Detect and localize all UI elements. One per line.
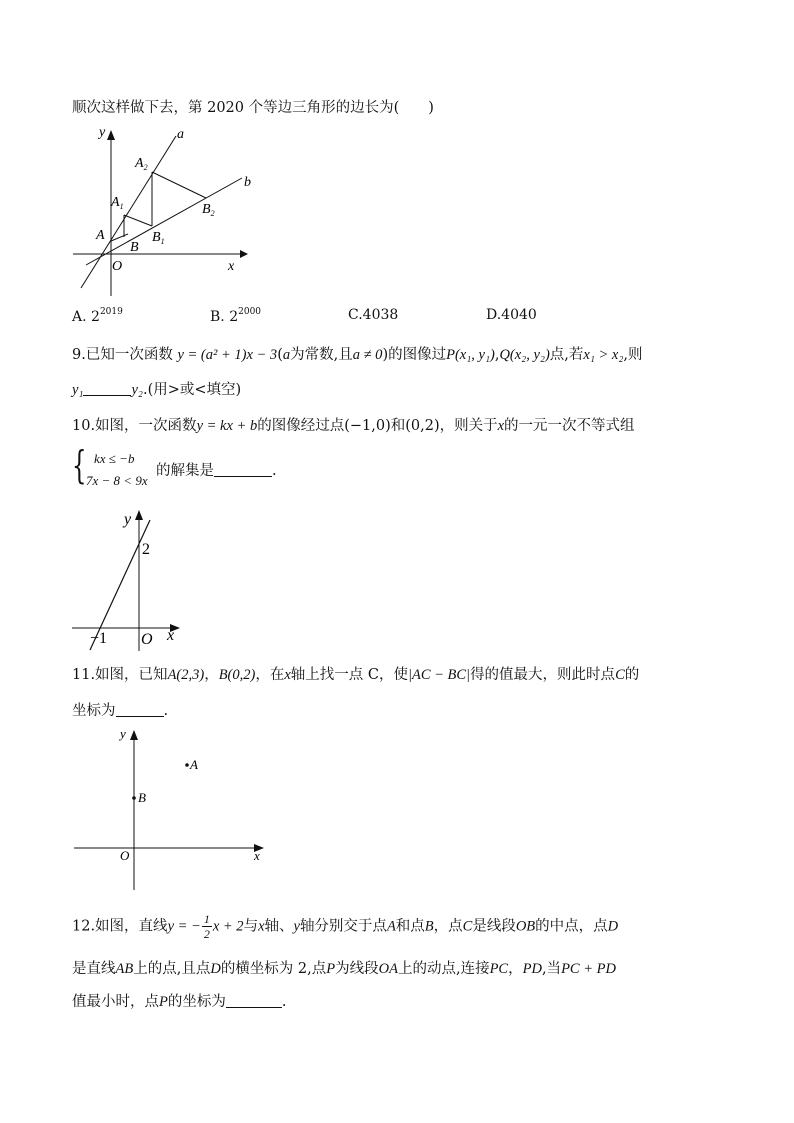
option-B[interactable]: B. $2^{2000}$ xyxy=(210,307,262,325)
point-A-label: A xyxy=(190,757,198,772)
origin-label: O xyxy=(141,631,153,648)
line-b-label: b xyxy=(244,175,251,190)
line-a-label: a xyxy=(177,127,184,142)
option-D[interactable]: D.4040 xyxy=(486,307,537,323)
q9-line1: 9.已知一次函数 y = (a² + 1)x − 3(a为常数,且a ≠ 0)的图像过P(x₁, y₁),Q(x₂, y₂)点,若x₁ > x₂,则 xyxy=(72,347,643,363)
origin-label: O xyxy=(120,848,130,863)
q8-figure xyxy=(68,118,258,300)
q8-stem: 顺次这样做下去，第 2020 个等边三角形的边长为( ) xyxy=(72,100,434,116)
point-B-label: B xyxy=(130,240,139,255)
y-axis-label: y xyxy=(99,125,106,140)
answer-blank[interactable] xyxy=(83,383,131,396)
answer-blank[interactable] xyxy=(214,464,272,477)
point-B1-label: $B_1$ xyxy=(152,230,165,246)
y-axis-label: y xyxy=(124,511,132,528)
q11-line1: 11.如图，已知A(2,3)，B(0,2)，在x轴上找一点 C，使|AC − BC|得的值最大，则此时点C的 xyxy=(72,667,640,683)
origin-label: O xyxy=(112,259,123,274)
q12-line1: 12.如图，直线y = − $\frac{1}{2}$ x + 2与x轴、y轴分别交于点A和点B，点C是线段OB的中点，点D xyxy=(72,912,619,941)
answer-blank[interactable] xyxy=(226,995,282,1008)
q12-line3: 值最小时，点P的坐标为 . xyxy=(72,994,287,1010)
y-intercept-label: 2 xyxy=(142,541,150,558)
x-axis-label: x xyxy=(228,259,235,274)
system-row2: 7x − 8 < 9x xyxy=(86,473,148,488)
q12-line2: 是直线AB上的点,且点D的横坐标为 2,点P为线段OA上的动点,连接PC，PD,当PC + PD xyxy=(72,961,616,977)
q11-figure xyxy=(70,724,270,894)
point-A2-label: $A_2$ xyxy=(135,156,148,172)
point-B-label: B xyxy=(138,790,146,805)
point-B2-label: $B_2$ xyxy=(202,202,215,218)
x-axis-label: x xyxy=(254,848,260,863)
q11-line2: 坐标为 . xyxy=(72,703,169,719)
x-axis-label: x xyxy=(167,627,175,644)
system-row1: kx ≤ −b xyxy=(94,451,135,466)
fraction-one-half: $\frac{1}{2}$ xyxy=(203,912,210,941)
point-A1-label: $A_1$ xyxy=(111,195,124,211)
answer-blank[interactable] xyxy=(116,704,164,717)
point-A-label: A xyxy=(96,228,105,243)
brace-symbol: { xyxy=(72,443,87,487)
y-axis-label: y xyxy=(120,726,126,741)
x-intercept-label: −1 xyxy=(90,630,108,647)
q9-line2: y₁ y₂.(用>或<填空) xyxy=(72,382,242,398)
q10-line1: 10.如图，一次函数y = kx + b的图像经过点(−1,0)和(0,2)，则关于x的一元一次不等式组 xyxy=(72,418,635,434)
option-C[interactable]: C.4038 xyxy=(348,307,399,323)
option-A[interactable]: A. $2^{2019}$ xyxy=(72,307,123,325)
q10-figure xyxy=(68,506,188,651)
system-tail: 的解集是 . xyxy=(156,463,277,479)
